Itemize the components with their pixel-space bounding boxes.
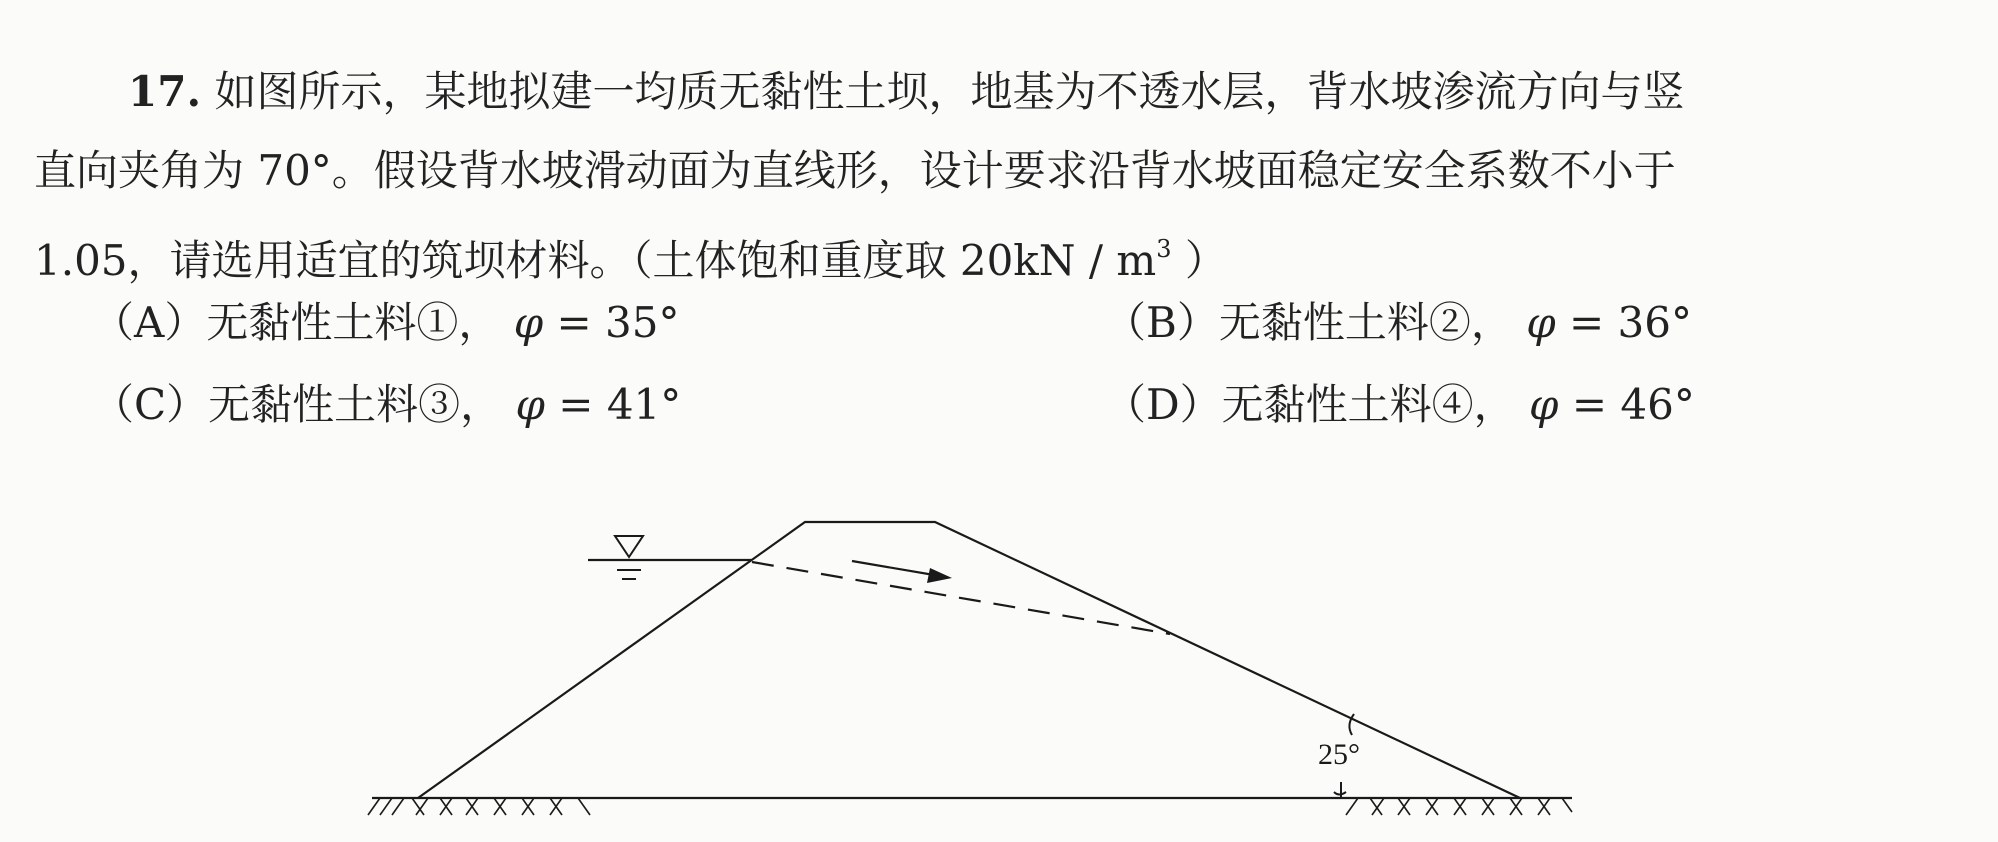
option-d-phi: φ	[1529, 380, 1559, 429]
phreatic-line	[752, 562, 1170, 634]
option-d-label: （D）无黏性土料④，	[1104, 380, 1516, 429]
slope-angle-label: 25°	[1318, 738, 1360, 771]
option-a-phi: φ	[513, 298, 544, 347]
option-b-label: （B）无黏性土料②，	[1104, 298, 1513, 347]
option-d-value: = 46°	[1571, 380, 1695, 429]
seepage-arrow-head	[927, 568, 952, 583]
option-c-value: = 41°	[558, 380, 682, 429]
seepage-arrow-shaft	[852, 561, 940, 576]
question-number: 17.	[128, 67, 202, 116]
ground-hatch-left	[368, 798, 590, 815]
option-b-phi: φ	[1526, 298, 1556, 347]
option-c-label: （C）无黏性土料③，	[92, 380, 503, 429]
unit-superscript: 3	[1156, 235, 1172, 263]
ground-hatch-right	[1346, 798, 1572, 815]
option-a-label: （A）无黏性土料①，	[92, 298, 501, 347]
question-line-2: 直向夹角为 70°。假设背水坡滑动面为直线形，设计要求沿背水坡面稳定安全系数不小于	[34, 146, 1676, 195]
question-line-1-text: 如图所示，某地拟建一均质无黏性土坝，地基为不透水层，背水坡渗流方向与竖	[214, 67, 1685, 116]
question-line-3-end: ）	[1184, 236, 1227, 285]
option-a-value: = 35°	[556, 298, 680, 347]
option-b-value: = 36°	[1569, 298, 1693, 347]
option-c-phi: φ	[515, 380, 545, 429]
water-level-symbol	[615, 536, 643, 579]
question-line-3-text: 1.05，请选用适宜的筑坝材料。（土体饱和重度取 20kN / m	[34, 236, 1157, 285]
